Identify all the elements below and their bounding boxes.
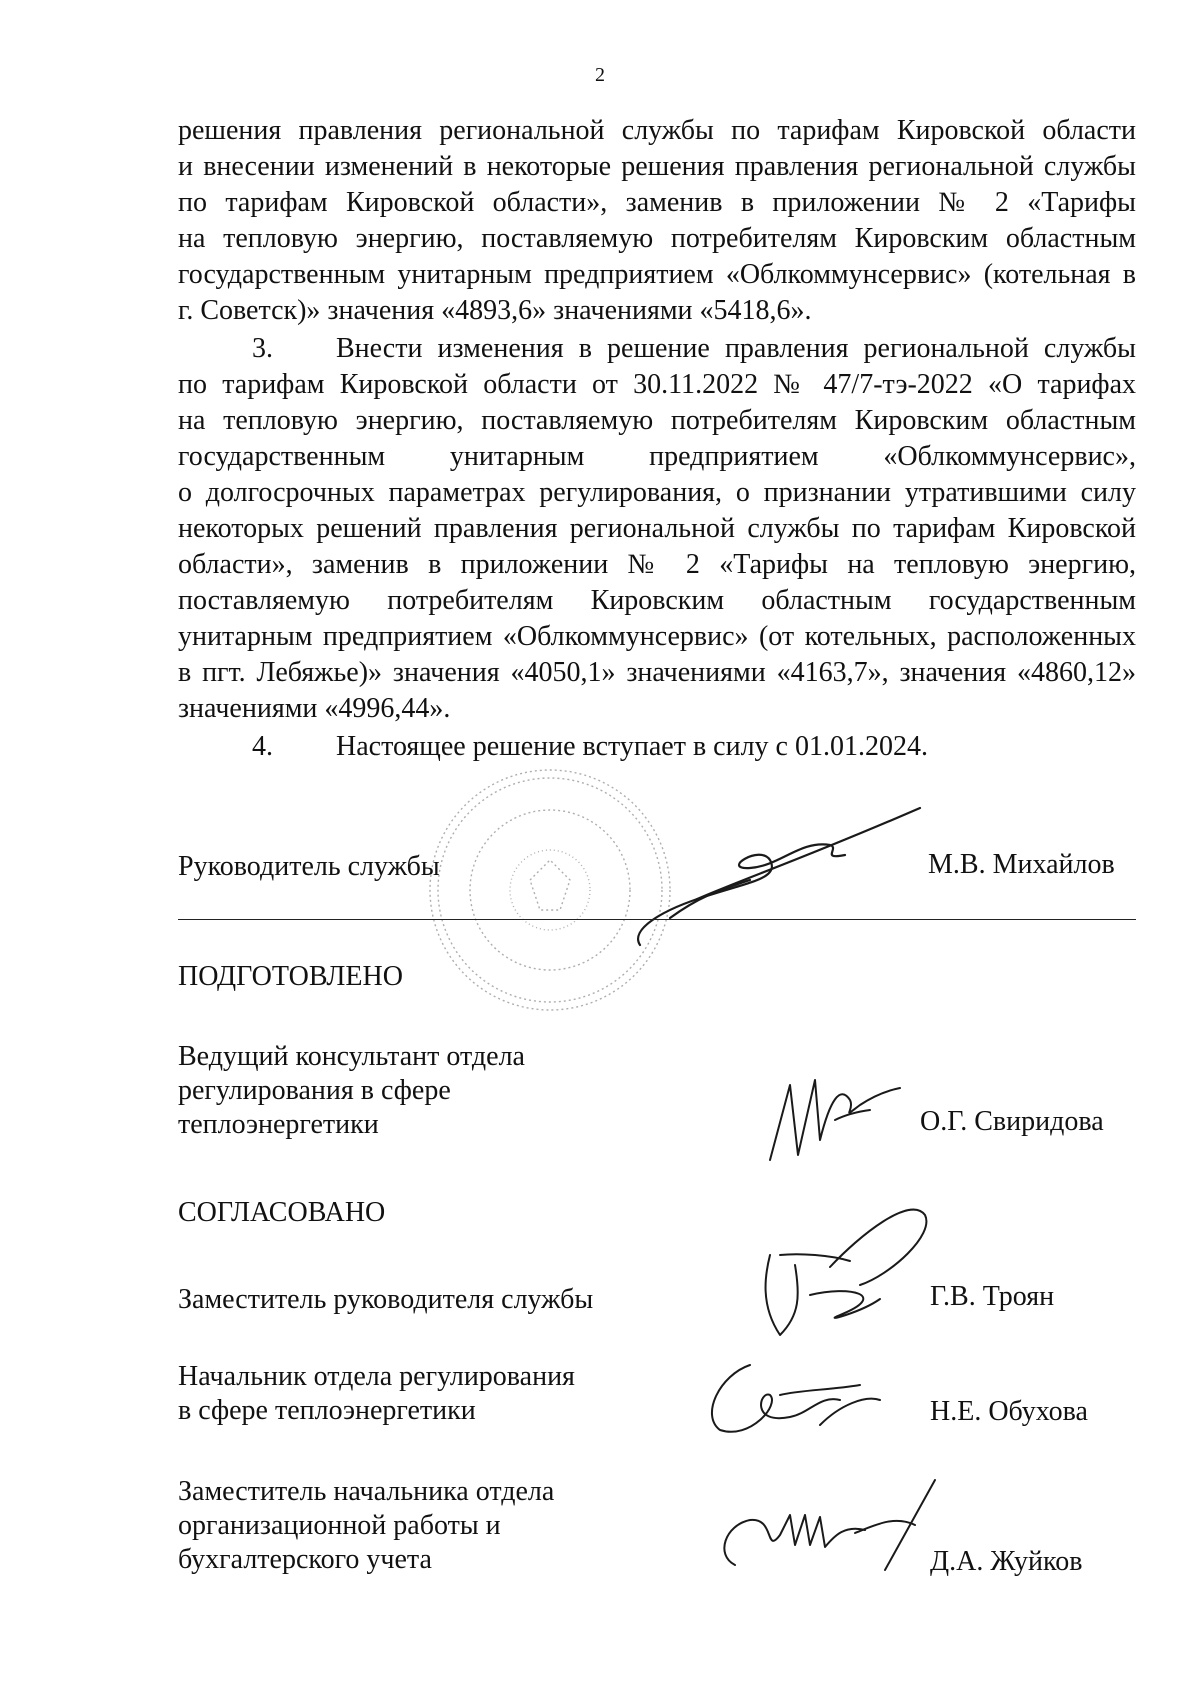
signer-signature (700, 1355, 900, 1445)
text-line: и внесении изменений в некоторые решения правления региональной службы (178, 151, 1136, 182)
head-name: М.В. Михайлов (928, 849, 1115, 880)
item-number: 3. (252, 333, 273, 364)
prepared-position-line: теплоэнергетики (178, 1109, 379, 1140)
text-line: значениями «4996,44». (178, 693, 451, 724)
head-title: Руководитель службы (178, 851, 440, 882)
text-line: государственным унитарным предприятием «Облкоммунсервис» (котельная в (178, 259, 1136, 290)
prepared-name: О.Г. Свиридова (920, 1106, 1104, 1137)
signer-position-line: организационной работы и (178, 1510, 501, 1541)
text-line: решения правления региональной службы по тарифам Кировской области (178, 115, 1136, 146)
agreed-heading: СОГЛАСОВАНО (178, 1197, 386, 1228)
signer-signature (705, 1475, 945, 1575)
prepared-heading: ПОДГОТОВЛЕНО (178, 961, 403, 992)
signer-position-line: бухгалтерского учета (178, 1544, 432, 1575)
signer-name: Н.Е. Обухова (930, 1396, 1088, 1427)
text-line: в пгт. Лебяжье)» значения «4050,1» значениями «4163,7», значения «4860,12» (178, 657, 1136, 688)
signer-position-line: Начальник отдела регулирования (178, 1361, 575, 1392)
head-signature (600, 800, 930, 950)
text-line: на тепловую энергию, поставляемую потребителям Кировским областным (178, 223, 1136, 254)
prepared-position-line: Ведущий консультант отдела (178, 1041, 525, 1072)
text-line: некоторых решений правления региональной службы по тарифам Кировской (178, 513, 1136, 544)
separator-line (178, 919, 1136, 920)
item-number: 4. (252, 731, 273, 762)
text-line: Внести изменения в решение правления региональной службы (336, 333, 1136, 364)
text-line: на тепловую энергию, поставляемую потребителям Кировским областным (178, 405, 1136, 436)
signer-name: Г.В. Троян (930, 1281, 1055, 1312)
text-line: поставляемую потребителям Кировским областным государственным (178, 585, 1136, 616)
page-number: 2 (595, 64, 605, 86)
text-line: по тарифам Кировской области от 30.11.2022 № 47/7-тэ-2022 «О тарифах (178, 369, 1136, 400)
signer-position-line: Заместитель начальника отдела (178, 1476, 555, 1507)
signer-position-line: в сфере теплоэнергетики (178, 1395, 476, 1426)
item-text: Настоящее решение вступает в силу с 01.01.2024. (336, 731, 928, 762)
text-line: государственным унитарным предприятием «Облкоммунсервис», (178, 441, 1136, 472)
text-line: области», заменив в приложении № 2 «Тарифы на тепловую энергию, (178, 549, 1136, 580)
text-line: о долгосрочных параметрах регулирования, о признании утратившими силу (178, 477, 1136, 508)
signer-position-line: Заместитель руководителя службы (178, 1284, 594, 1315)
text-line: по тарифам Кировской области», заменив в приложении № 2 «Тарифы (178, 187, 1136, 218)
text-line: г. Советск)» значения «4893,6» значениями «5418,6». (178, 295, 812, 326)
text-line: унитарным предприятием «Облкоммунсервис» (от котельных, расположенных (178, 621, 1136, 652)
prepared-position-line: регулирования в сфере (178, 1075, 451, 1106)
signer-name: Д.А. Жуйков (930, 1546, 1083, 1577)
signer-signature (740, 1195, 940, 1345)
prepared-signature (760, 1060, 910, 1170)
